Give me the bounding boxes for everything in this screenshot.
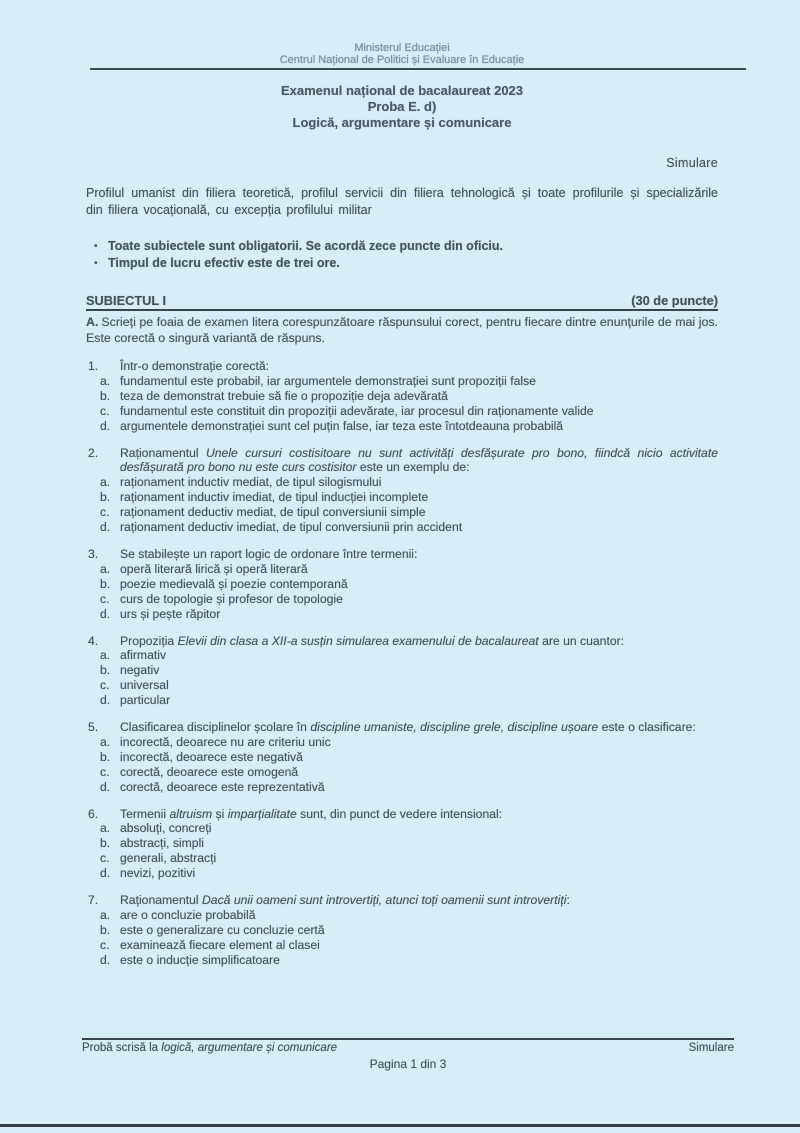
option-text: poezie medievală și poezie contemporană	[120, 576, 348, 591]
profile-paragraph: Profilul umanist din filiera teoretică, profilul servicii din filiera tehnologică și toate profilurile și specializările din filiera vocațională, cu excepția profilului militar	[86, 186, 718, 217]
page-header	[86, 42, 718, 170]
answer-option	[86, 577, 718, 592]
option-letter: b.	[100, 576, 111, 591]
answer-option	[86, 953, 718, 968]
option-text: raționament inductiv mediat, de tipul silogismului	[120, 475, 382, 490]
option-text: are o concluzie probabilă	[120, 908, 256, 922]
rule-item	[86, 238, 718, 255]
option-letter: c.	[100, 937, 110, 952]
question-number: 7.	[88, 893, 99, 908]
answer-option	[86, 663, 718, 678]
scan-page-edge	[0, 1124, 800, 1127]
answer-option	[86, 866, 718, 881]
option-text: absoluți, concreți	[120, 821, 212, 836]
answer-option	[86, 520, 718, 535]
instruction-label: A.	[86, 315, 99, 329]
instruction-text: Scrieți pe foaia de examen litera corespunzătoare răspunsului corect, pentru fiecare dintre enunțurile de mai jos. Este corectă o singură variantă de răspuns.	[86, 315, 718, 345]
question	[86, 720, 718, 795]
option-text: afirmativ	[120, 648, 167, 663]
option-letter: a.	[100, 734, 111, 749]
question	[86, 547, 718, 622]
answer-option	[86, 908, 718, 923]
option-letter: a.	[100, 821, 111, 836]
answer-option	[86, 693, 718, 708]
option-text: este o inducție simplificatoare	[120, 952, 280, 967]
answer-option	[86, 648, 718, 663]
answer-option	[86, 374, 718, 389]
option-letter: c.	[100, 851, 110, 866]
question-number: 5.	[88, 720, 99, 735]
option-letter: d.	[100, 606, 111, 621]
answer-option	[86, 735, 718, 750]
question-stem: Clasificarea disciplinelor școlare în discipline umaniste, discipline grele, discipline ușoare este o clasificare:	[120, 720, 696, 735]
question-number: 4.	[88, 633, 99, 648]
question	[86, 893, 718, 968]
answer-option	[86, 419, 718, 434]
option-text: incorectă, deoarece nu are criteriu unic	[120, 734, 331, 749]
option-text: corectă, deoarece este reprezentativă	[120, 779, 325, 794]
question-number: 6.	[88, 806, 99, 821]
option-letter: b.	[100, 490, 111, 505]
bullet-icon: •	[94, 258, 98, 269]
option-letter: a.	[100, 475, 111, 490]
option-text: argumentele demonstrației sunt cel puțin false, iar teza este întotdeauna probabilă	[120, 418, 564, 433]
option-letter: c.	[100, 505, 110, 520]
option-text: curs de topologie și profesor de topologie	[120, 591, 343, 606]
answer-option	[86, 851, 718, 866]
page-number: Pagina 1 din 3	[369, 1057, 447, 1071]
question-stem: Într-o demonstrație corectă:	[120, 359, 270, 373]
option-letter: d.	[100, 520, 111, 535]
question-stem: Se stabilește un raport logic de ordonare între termenii:	[120, 546, 418, 561]
question-stem: Raționamentul Unele cursuri costisitoare nu sunt activități desfășurate pro bono, fiindcă nicio activitate desfășurată pro bono nu este curs costisitor este un exemplu de:	[120, 445, 718, 475]
header-divider	[90, 68, 746, 70]
question-stem: Propoziția Elevii din clasa a XII-a susțin simularea examenului de bacalaureat are un cuantor:	[120, 633, 625, 648]
option-letter: c.	[100, 403, 110, 418]
exam-discipline: Logică, argumentare și comunicare	[292, 115, 512, 130]
option-text: incorectă, deoarece este negativă	[120, 749, 303, 764]
answer-option	[86, 678, 718, 693]
question	[86, 359, 718, 434]
question	[86, 634, 718, 709]
option-letter: d.	[100, 866, 111, 881]
option-text: raționament inductiv imediat, de tipul inducției incomplete	[120, 490, 429, 505]
answer-option	[86, 404, 718, 419]
option-text: urs și pește răpitor	[120, 606, 221, 621]
institution-name: Centrul Național de Politici și Evaluare în Educație	[279, 54, 525, 66]
bullet-icon: •	[94, 241, 98, 252]
answer-option	[86, 505, 718, 520]
rule-text: Timpul de lucru efectiv este de trei ore.	[108, 256, 340, 270]
answer-option	[86, 821, 718, 836]
question-number: 2.	[88, 445, 99, 460]
answer-option	[86, 490, 718, 505]
option-letter: b.	[100, 388, 111, 403]
option-letter: a.	[100, 561, 111, 576]
option-text: este o generalizare cu concluzie certă	[120, 922, 325, 937]
answer-option	[86, 389, 718, 404]
option-text: abstracți, simpli	[120, 836, 204, 851]
option-text: operă literară lirică și operă literară	[120, 561, 308, 576]
option-text: raționament deductiv mediat, de tipul conversiunii simple	[120, 505, 426, 520]
option-text: corectă, deoarece este omogenă	[120, 764, 299, 779]
question-stem: Raționamentul Dacă unii oameni sunt introvertiți, atunci toți oamenii sunt introvertiți:	[120, 893, 570, 908]
option-letter: d.	[100, 693, 111, 708]
section-header	[86, 293, 718, 311]
option-letter: d.	[100, 418, 111, 433]
answer-option	[86, 607, 718, 622]
option-text: negativ	[120, 663, 160, 678]
exam-rules-list	[86, 238, 718, 272]
answer-option	[86, 923, 718, 938]
questions	[86, 359, 718, 968]
option-text: fundamentul este constituit din propoziții adevărate, iar procesul din raționamente valide	[120, 403, 594, 418]
option-letter: c.	[100, 764, 110, 779]
option-letter: b.	[100, 836, 111, 851]
option-letter: a.	[100, 648, 111, 663]
answer-option	[86, 592, 718, 607]
option-letter: a.	[100, 373, 111, 388]
answer-option	[86, 765, 718, 780]
answer-option	[86, 836, 718, 851]
option-text: universal	[120, 678, 169, 693]
question	[86, 807, 718, 882]
option-text: particular	[120, 693, 171, 708]
answer-option	[86, 562, 718, 577]
option-letter: d.	[100, 779, 111, 794]
option-text: teza de demonstrat trebuie să fie o propoziție deja adevărată	[120, 388, 448, 403]
exam-proba: Proba E. d)	[367, 99, 437, 114]
footer-subject: Probă scrisă la logică, argumentare și comunicare	[82, 1042, 338, 1054]
option-text: fundamentul este probabil, iar argumentele demonstrației sunt propoziții false	[120, 373, 536, 388]
question-number: 3.	[88, 546, 99, 561]
option-text: examinează fiecare element al clasei	[120, 937, 320, 952]
ministry-name: Ministerul Educației	[354, 42, 450, 54]
section-instruction	[86, 314, 718, 346]
footer-variant: Simulare	[688, 1042, 734, 1054]
rule-text: Toate subiectele sunt obligatorii. Se acordă zece puncte din oficiu.	[108, 239, 503, 253]
question-stem: Termenii altruism și imparțialitate sunt, din punct de vedere intensional:	[120, 806, 503, 821]
answer-option	[86, 475, 718, 490]
option-text: nevizi, pozitivi	[120, 866, 196, 881]
rule-item	[86, 255, 718, 272]
option-text: generali, abstracți	[120, 851, 217, 866]
section-points: (30 de puncte)	[631, 293, 718, 308]
exam-title: Examenul național de bacalaureat 2023	[280, 83, 524, 98]
option-text: raționament deductiv imediat, de tipul conversiunii prin accident	[120, 520, 463, 535]
option-letter: a.	[100, 908, 111, 922]
question-number: 1.	[88, 359, 99, 373]
question	[86, 446, 718, 535]
option-letter: c.	[100, 678, 110, 693]
page-footer	[82, 1038, 734, 1071]
option-letter: c.	[100, 591, 110, 606]
section-title: SUBIECTUL I	[86, 293, 167, 308]
option-letter: b.	[100, 922, 111, 937]
option-letter: b.	[100, 663, 111, 678]
answer-option	[86, 938, 718, 953]
answer-option	[86, 780, 718, 795]
answer-option	[86, 750, 718, 765]
option-letter: b.	[100, 749, 111, 764]
variant-label: Simulare	[666, 156, 718, 170]
option-letter: d.	[100, 952, 111, 967]
